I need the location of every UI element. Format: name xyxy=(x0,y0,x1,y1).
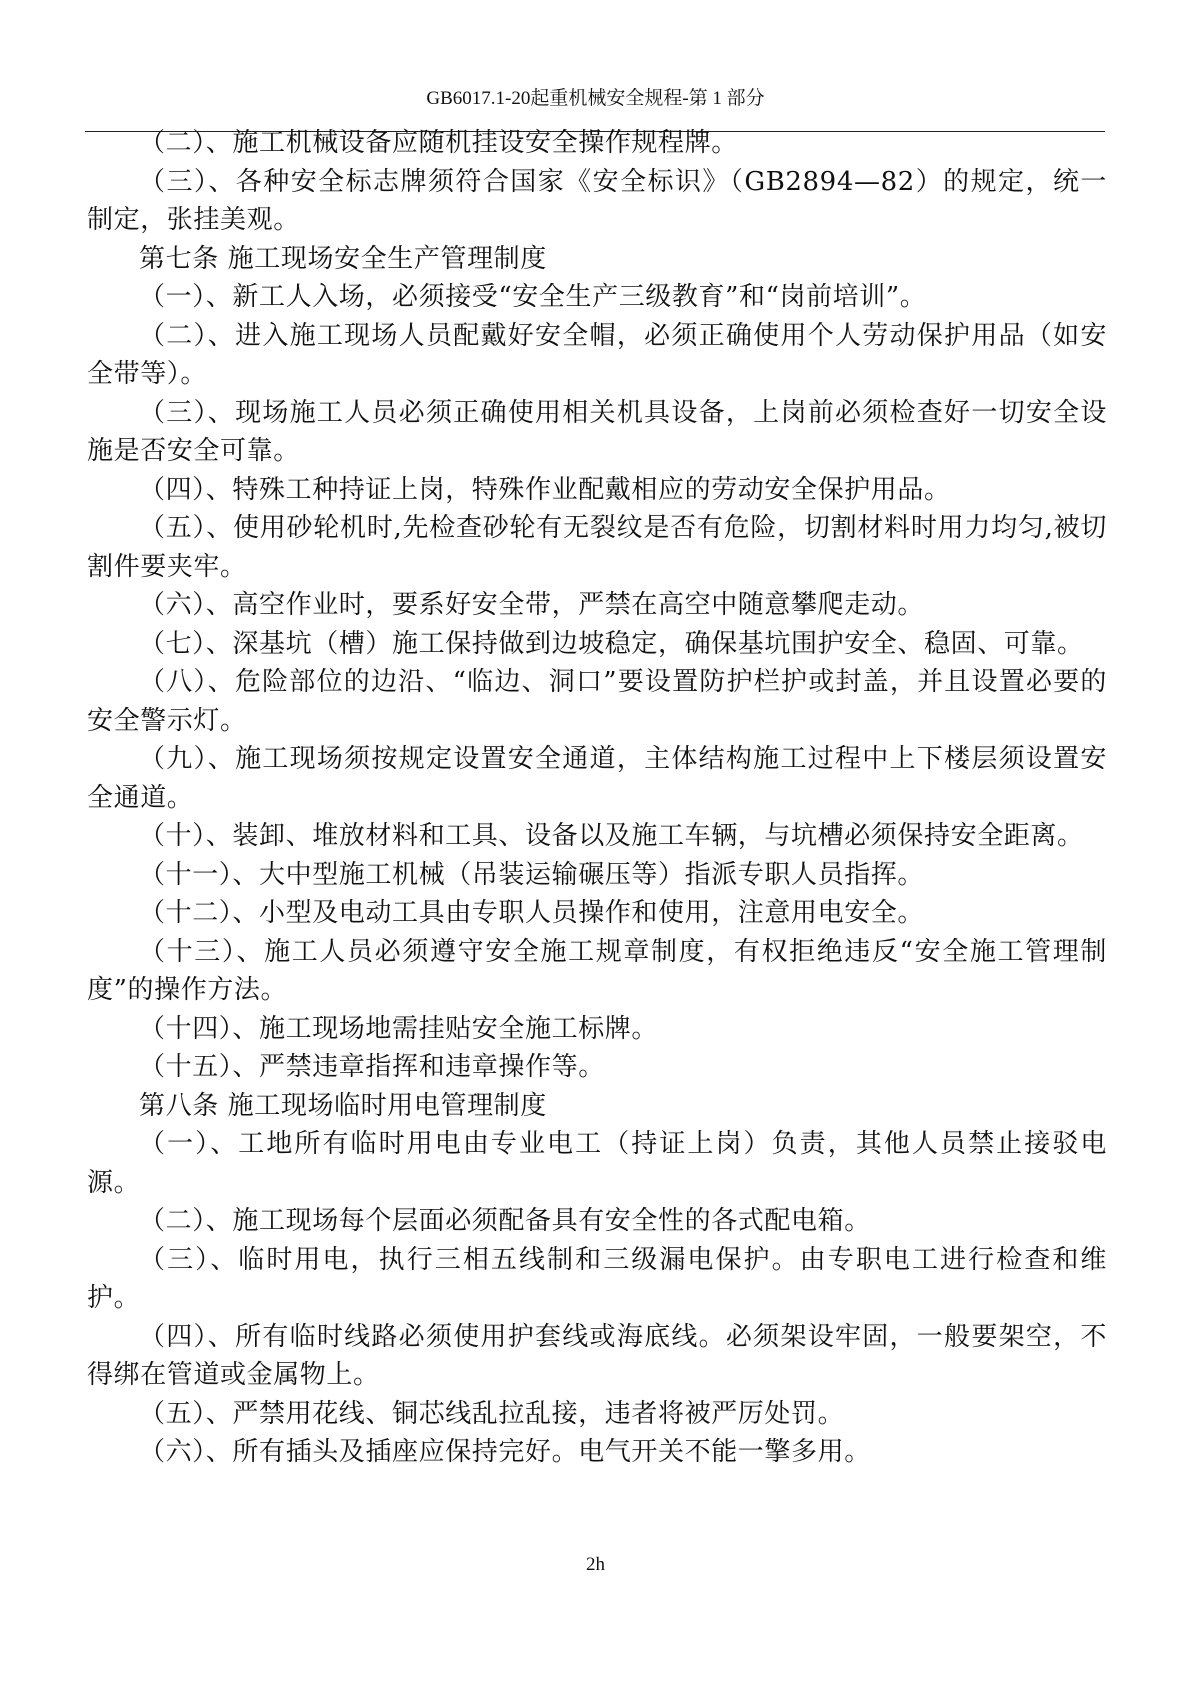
paragraph: （一）、工地所有临时用电由专业电工（持证上岗）负责，其他人员禁止接驳电源。 xyxy=(87,1129,1107,1198)
paragraph: （八）、危险部位的边沿、“临边、洞口”要设置防护栏护或封盖，并且设置必要的安全警示灯。 xyxy=(87,667,1107,736)
paragraph: （五）、使用砂轮机时,先检查砂轮有无裂纹是否有危险，切割材料时用力均匀,被切割件要夹牢。 xyxy=(87,513,1107,582)
paragraph: （三）、临时用电，执行三相五线制和三级漏电保护。由专职电工进行检查和维护。 xyxy=(87,1244,1107,1313)
paragraph: （七）、深基坑（槽）施工保持做到边坡稳定，确保基坑围护安全、稳固、可靠。 xyxy=(139,628,1084,659)
paragraph: （十二）、小型及电动工具由专职人员操作和使用，注意用电安全。 xyxy=(139,898,925,928)
paragraph: （五）、严禁用花线、铜芯线乱拉乱接，违者将被严厉处罚。 xyxy=(139,1398,845,1429)
page-header: GB6017.1-20起重机械安全规程-第 1 部分 xyxy=(426,88,765,109)
paragraph: （三）、各种安全标志牌须符合国家《安全标识》（GB2894—82）的规定，统一制定，张挂美观。 xyxy=(87,166,1107,235)
article-heading: 第八条 施工现场临时用电管理制度 xyxy=(139,1090,547,1121)
document-body xyxy=(87,124,1107,1472)
paragraph: （一）、新工人入场，必须接受“安全生产三级教育”和“岗前培训”。 xyxy=(139,282,927,312)
paragraph: （六）、所有插头及插座应保持完好。电气开关不能一擎多用。 xyxy=(139,1437,871,1467)
paragraph: （十五）、严禁违章指挥和违章操作等。 xyxy=(139,1052,605,1082)
paragraph: （六）、高空作业时，要系好安全带，严禁在高空中随意攀爬走动。 xyxy=(139,590,925,620)
paragraph: （四）、特殊工种持证上岗，特殊作业配戴相应的劳动安全保护用品。 xyxy=(139,474,951,505)
paragraph: （九）、施工现场须按规定设置安全通道，主体结构施工过程中上下楼层须设置安全通道。 xyxy=(87,744,1107,813)
paragraph: （二）、施工现场每个层面必须配备具有安全性的各式配电箱。 xyxy=(139,1206,871,1236)
paragraph: （三）、现场施工人员必须正确使用相关机具设备，上岗前必须检查好一切安全设施是否安全可靠。 xyxy=(87,397,1107,466)
article-heading: 第七条 施工现场安全生产管理制度 xyxy=(139,243,547,274)
paragraph: （二）、进入施工现场人员配戴好安全帽，必须正确使用个人劳动保护用品（如安全带等）。 xyxy=(87,320,1107,389)
paragraph: （十四）、施工现场地需挂贴安全施工标牌。 xyxy=(139,1013,659,1044)
paragraph: （十一）、大中型施工机械（吊装运输碾压等）指派专职人员指挥。 xyxy=(139,859,925,890)
paragraph: （十三）、施工人员必须遵守安全施工规章制度，有权拒绝违反“安全施工管理制度”的操作方法。 xyxy=(87,936,1107,1005)
paragraph: （十）、装卸、堆放材料和工具、设备以及施工车辆，与坑槽必须保持安全距离。 xyxy=(139,821,1084,851)
page-number: 2h xyxy=(586,1554,605,1575)
paragraph: （四）、所有临时线路必须使用护套线或海底线。必须架设牢固，一般要架空，不得绑在管道或金属物上。 xyxy=(87,1321,1107,1390)
paragraph: （二）、施工机械设备应随机挂设安全操作规程牌。 xyxy=(139,128,738,158)
